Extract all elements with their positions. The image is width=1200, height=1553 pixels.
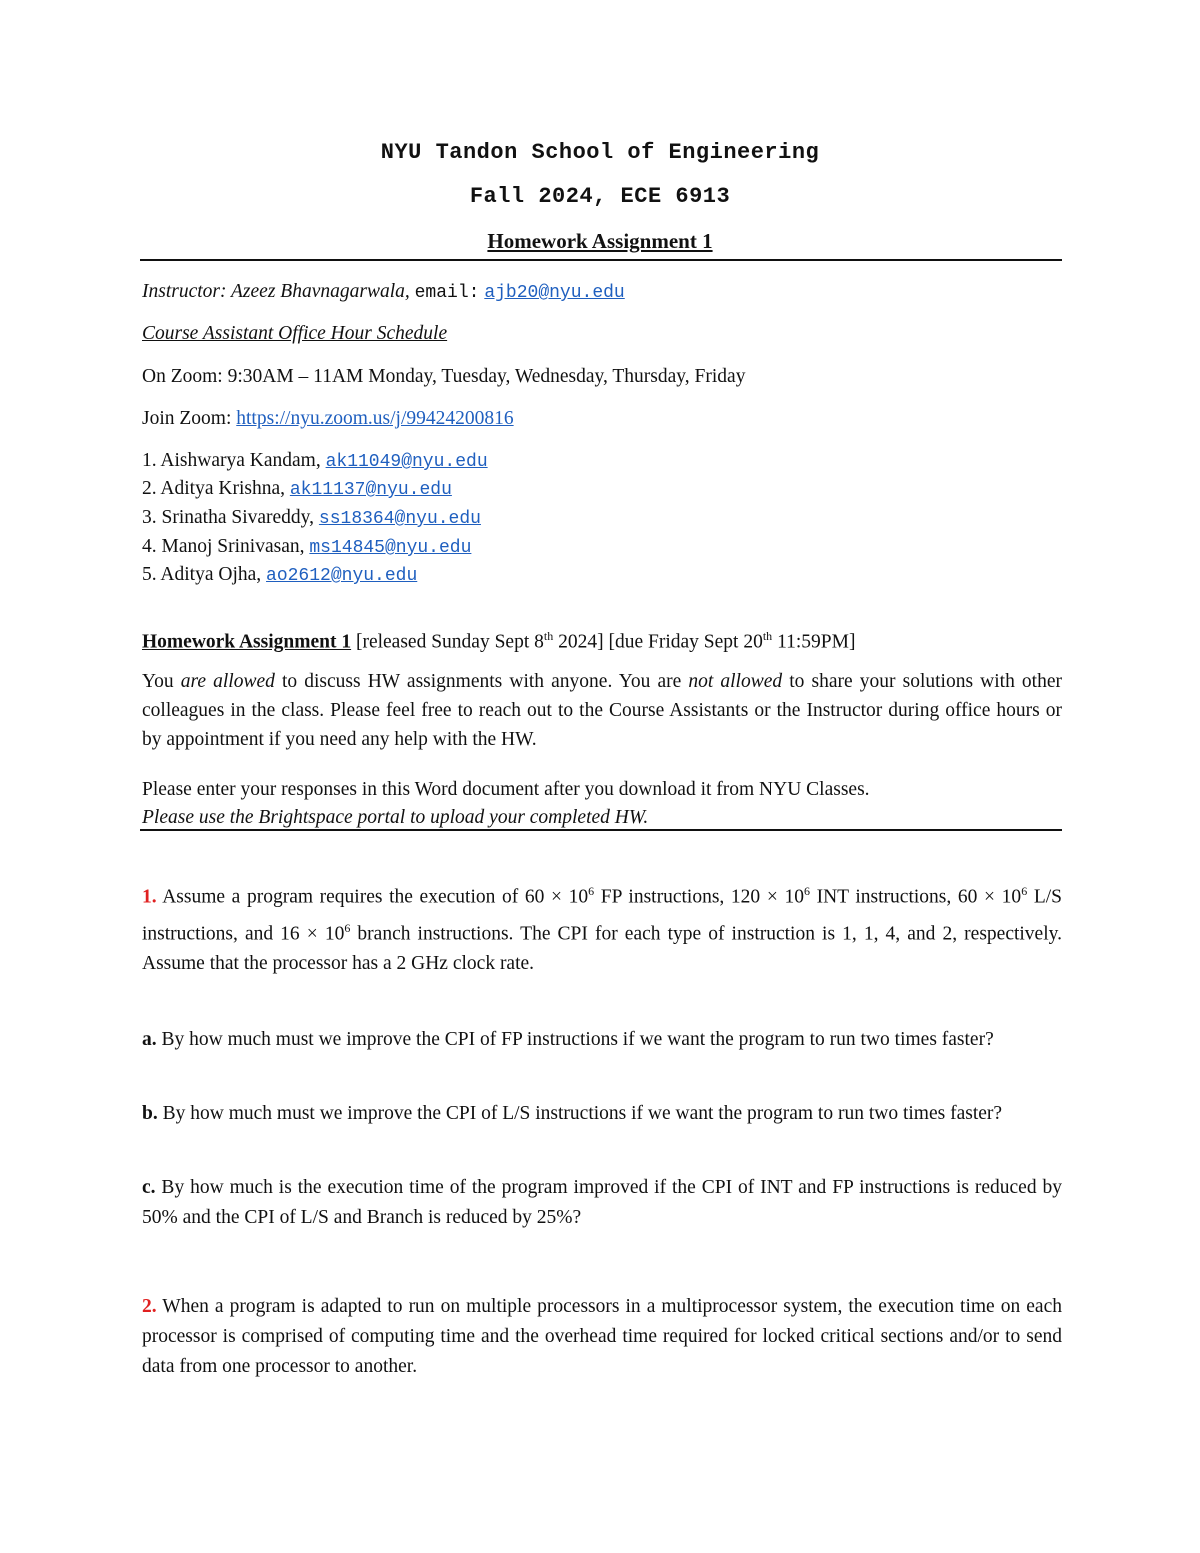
exponent: 6 (344, 920, 351, 935)
assistant-name: 1. Aishwarya Kandam, (142, 450, 321, 471)
email-label: email: (414, 283, 480, 303)
released-post: 2024] [due Friday Sept 20 (553, 631, 763, 653)
q1-text: FP instructions, 120 × 10 (594, 886, 804, 908)
question-1b (142, 1099, 1062, 1129)
assistant-name: 4. Manoj Srinivasan, (142, 536, 305, 557)
policy-text: to discuss HW assignments with anyone. You are (274, 671, 689, 692)
assistant-email-link[interactable]: ak11137@nyu.edu (289, 480, 452, 500)
assistant-name: 3. Srinatha Sivareddy, (142, 507, 315, 528)
assistant-item (142, 536, 1062, 558)
section-divider (140, 829, 1062, 831)
subquestion-label: b. (142, 1103, 158, 1124)
exponent: 6 (803, 884, 810, 898)
join-zoom-line (142, 408, 1062, 430)
instructor-label: Instructor: Azeez Bhavnagarwala, (142, 281, 410, 302)
policy-paragraph (142, 667, 1062, 754)
subquestion-text: By how much is the execution time of the program improved if the CPI of INT and FP instructions is reduced by 50% and the CPI of L/S and Branch is reduced by 25%? (142, 1177, 1062, 1228)
enter-responses-text: Please enter your responses in this Word document after you download it from NYU Classes. (142, 779, 870, 800)
school-title: NYU Tandon School of Engineering (380, 140, 820, 165)
exponent: 6 (1021, 884, 1028, 898)
policy-text: You (142, 671, 181, 692)
subquestion-text: By how much must we improve the CPI of FP instructions if we want the program to run two times faster? (156, 1029, 994, 1050)
question-2 (142, 1292, 1062, 1382)
assistant-item (142, 564, 1062, 586)
instructor-line (142, 281, 1062, 303)
q1-text: Assume a program requires the execution of 60 × 10 (156, 886, 589, 908)
assignment-heading (142, 629, 1062, 654)
header-divider (140, 259, 1062, 261)
assistant-email-link[interactable]: ss18364@nyu.edu (318, 509, 481, 529)
subquestion-label: c. (142, 1177, 156, 1198)
instructor-email-link[interactable]: ajb20@nyu.edu (484, 283, 625, 303)
policy-text: to share your solutions with other colleagues in the class. Please feel free to reach out to the Course Assistants or the Instructor during office hours or by appointment if you need any help with the HW. (142, 671, 1062, 750)
assistant-email-link[interactable]: ms14845@nyu.edu (309, 538, 472, 558)
question-1 (142, 876, 1062, 979)
q1-text: branch instructions. The CPI for each type of instruction is 1, 1, 4, and 2, respectively. Assume that the processor has a 2 GHz clock rate. (142, 923, 1062, 974)
course-term: Fall 2024, ECE 6913 (469, 184, 731, 209)
question-1c (142, 1173, 1062, 1233)
zoom-link[interactable]: https://nyu.zoom.us/j/99424200816 (236, 408, 514, 429)
exponent: 6 (588, 884, 595, 898)
assistant-email-link[interactable]: ak11049@nyu.edu (325, 452, 488, 472)
question-number: 2. (142, 1296, 157, 1317)
released-sup: th (543, 629, 554, 643)
assistant-name: 5. Aditya Ojha, (142, 564, 262, 585)
released-text: [released Sunday Sept 8 (355, 631, 544, 653)
question-number: 1. (142, 886, 157, 908)
q1-text: INT instructions, 60 × 10 (809, 886, 1022, 908)
question-1a (142, 1025, 1062, 1055)
doc-title: Homework Assignment 1 (487, 229, 713, 253)
assistant-item (142, 507, 1062, 529)
due-post: 11:59PM] (772, 631, 856, 653)
policy-not-allowed: not allowed (688, 671, 783, 692)
q2-text: When a program is adapted to run on multiple processors in a multiprocessor system, the execution time on each processor is comprised of computing time and the overhead time required for locked critical sections and/or to send data from one processor to another. (142, 1296, 1062, 1377)
q1-text: L/S instructions, and 16 × 10 (142, 886, 1063, 944)
policy-allowed: are allowed (180, 671, 275, 692)
subquestion-text: By how much must we improve the CPI of L/S instructions if we want the program to run two times faster? (157, 1103, 1003, 1124)
office-hours-heading: Course Assistant Office Hour Schedule (142, 323, 448, 344)
assistant-item (142, 478, 1062, 500)
subquestion-label: a. (142, 1029, 157, 1050)
join-zoom-label: Join Zoom: (142, 408, 232, 429)
upload-instructions: Please use the Brightspace portal to upload your completed HW. (142, 807, 649, 828)
assignment-title: Homework Assignment 1 (142, 631, 352, 653)
zoom-times: On Zoom: 9:30AM – 11AM Monday, Tuesday, Wednesday, Thursday, Friday (142, 366, 746, 387)
assistant-item (142, 450, 1062, 472)
assistant-name: 2. Aditya Krishna, (142, 478, 285, 499)
due-sup: th (762, 629, 773, 643)
assistant-email-link[interactable]: ao2612@nyu.edu (266, 566, 418, 586)
